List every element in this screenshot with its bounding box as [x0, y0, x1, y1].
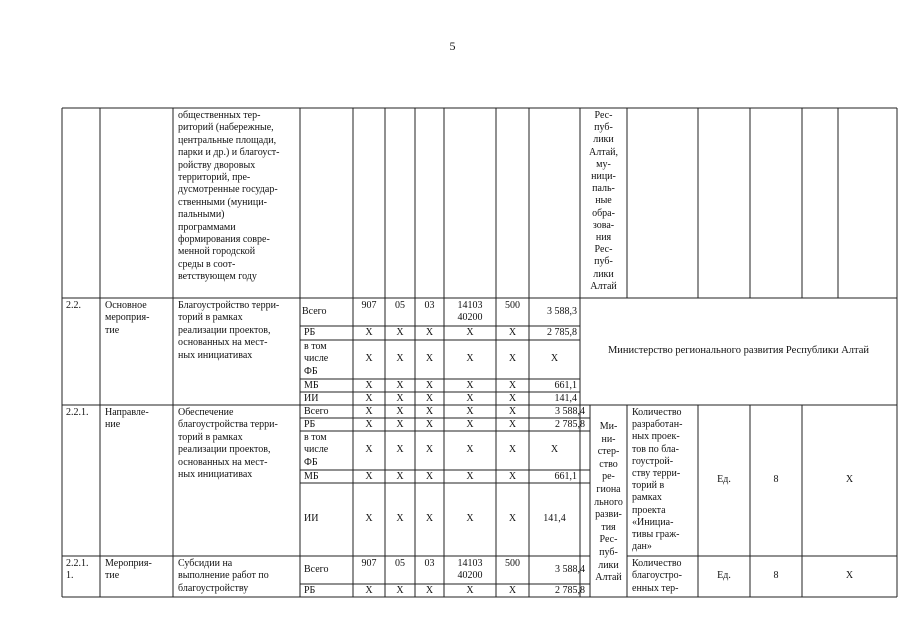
page-number: 5 — [449, 39, 456, 53]
source-c5: Х — [508, 585, 517, 596]
row-2-2-code: 2.2. — [66, 300, 81, 311]
row-2-2-1-description: Обеспечение благоустройства терри- торий в рамках реализации проектов, основанных на мест- ных инициативах — [178, 407, 278, 481]
source-c3: Х — [425, 513, 434, 525]
source-amount: 3 588,4 — [555, 406, 585, 417]
source-c1: Х — [365, 585, 373, 596]
source-c4: Х — [466, 353, 474, 365]
source-c4: Х — [466, 393, 474, 404]
source-c1: Х — [365, 471, 373, 482]
source-c3: Х — [425, 444, 434, 456]
source-amount: 141,4 — [554, 393, 577, 404]
source-c5: Х — [508, 353, 517, 365]
source-c1: 907 — [361, 300, 377, 311]
source-label: в том числе ФБ — [304, 341, 329, 377]
source-c1: Х — [365, 380, 373, 391]
source-c5: Х — [508, 513, 517, 525]
row-2-2-1-indicator: Количество разработан- ных проек- тов по бла- гоустрой- ству терри- торий в рамках проекта «Инициа- тивы граж- дан» — [632, 407, 683, 553]
source-label: МБ — [304, 380, 319, 391]
source-amount: 661,1 — [554, 380, 577, 391]
source-label: Всего — [304, 406, 329, 417]
top-description: общественных тер- риторий (набережные, центральные площади, парки и др.) и благоуст- ройству дворовых территорий, пре- дусмотренные государ- ственными (муници- пальными) программами формирования совре- менной городской среды в соот- ветствующем году — [178, 110, 280, 283]
source-c3: Х — [425, 406, 434, 417]
source-c1: Х — [365, 327, 373, 338]
row-2-2-1-code: 2.2.1. — [66, 407, 89, 418]
row-2-2-1-1-description: Субсидии на выполнение работ по благоустройству — [178, 558, 269, 594]
source-c3: Х — [425, 471, 434, 482]
source-amount: 3 588,3 — [547, 305, 577, 317]
row-2-2-1-1-type: Мероприя- тие — [105, 558, 152, 582]
source-c3: Х — [425, 327, 434, 338]
row-2-2-1-1-value: 8 — [773, 570, 779, 582]
source-c2: Х — [396, 419, 404, 430]
source-c3: Х — [425, 419, 434, 430]
source-amount: 2 785,8 — [555, 419, 585, 430]
row-2-2-1-type: Направле- ние — [105, 407, 149, 431]
source-amount: Х — [550, 444, 559, 456]
source-c5: Х — [508, 380, 517, 391]
source-label: ИИ — [304, 393, 319, 404]
source-label: РБ — [304, 419, 316, 430]
row-2-2-type: Основное мероприя- тие — [105, 300, 150, 336]
source-c5: Х — [508, 444, 517, 456]
source-c5: 500 — [505, 558, 520, 569]
source-c2: Х — [396, 513, 404, 525]
source-c4: 14103 40200 — [457, 300, 483, 324]
source-c1: 907 — [361, 558, 377, 569]
source-c3: Х — [425, 353, 434, 365]
source-label: РБ — [304, 585, 316, 596]
source-c1: Х — [365, 406, 373, 417]
source-label: Всего — [302, 305, 327, 317]
source-c4: Х — [466, 380, 474, 391]
source-c2: Х — [396, 353, 404, 365]
source-c3: 03 — [424, 300, 435, 311]
source-c4: Х — [466, 513, 474, 525]
source-c2: Х — [396, 585, 404, 596]
source-amount: 2 785,8 — [555, 585, 585, 596]
row-2-2-1-unit: Ед. — [717, 474, 731, 486]
top-executor: Рес- пуб- лики Алтай, му- ници- паль- ные обра- зова- ния Рес- пуб- лики Алтай — [589, 110, 618, 292]
source-c5: Х — [508, 406, 517, 417]
source-label: РБ — [304, 327, 316, 338]
source-c5: Х — [508, 327, 517, 338]
source-amount: Х — [550, 353, 559, 365]
source-c5: 500 — [505, 300, 520, 311]
source-label: ИИ — [304, 513, 319, 525]
row-2-2-1-1-unit: Ед. — [717, 570, 731, 582]
source-c1: Х — [365, 393, 373, 404]
source-c3: Х — [425, 380, 434, 391]
source-c5: Х — [508, 393, 517, 404]
source-c2: 05 — [395, 558, 405, 569]
source-c1: Х — [365, 353, 373, 365]
source-amount: 661,1 — [554, 471, 577, 482]
row-2-2-1-executor: Ми- ни- стер- ство ре- гиона льного разви- тия Рес- пуб- лики Алтай — [594, 421, 623, 584]
source-c2: Х — [396, 406, 404, 417]
source-c3: Х — [425, 585, 434, 596]
source-c1: Х — [365, 513, 373, 525]
row-2-2-1-1-code: 2.2.1. 1. — [66, 558, 89, 582]
source-label: Всего — [304, 563, 329, 575]
source-c4: Х — [466, 406, 474, 417]
source-c3: Х — [425, 393, 434, 404]
source-c4: 14103 40200 — [457, 558, 483, 582]
source-label: в том числе ФБ — [304, 432, 329, 468]
source-c5: Х — [508, 419, 517, 430]
row-2-2-ministry: Министерство регионального развития Республики Алтай — [607, 345, 870, 357]
source-c4: Х — [466, 444, 474, 456]
source-amount: 3 588,4 — [555, 563, 585, 575]
source-c4: Х — [466, 327, 474, 338]
source-c2: Х — [396, 327, 404, 338]
source-c2: Х — [396, 393, 404, 404]
row-2-2-1-extra: Х — [845, 474, 854, 486]
source-c4: Х — [466, 585, 474, 596]
source-c4: Х — [466, 471, 474, 482]
source-c3: 03 — [424, 558, 435, 569]
row-2-2-1-1-indicator: Количество благоустро- енных тер- — [632, 558, 682, 594]
source-amount: 2 785,8 — [547, 327, 577, 338]
source-c5: Х — [508, 471, 517, 482]
source-c2: Х — [396, 380, 404, 391]
row-2-2-1-value: 8 — [773, 474, 779, 486]
source-c1: Х — [365, 419, 373, 430]
source-label: МБ — [304, 471, 319, 482]
row-2-2-description: Благоустройство терри- торий в рамках реализации проектов, основанных на мест- ных инициативах — [178, 300, 280, 361]
source-c2: Х — [396, 444, 404, 456]
source-c2: 05 — [395, 300, 405, 311]
row-2-2-1-1-extra: Х — [845, 570, 854, 582]
source-c1: Х — [365, 444, 373, 456]
source-c2: Х — [396, 471, 404, 482]
source-c4: Х — [466, 419, 474, 430]
source-amount: 141,4 — [543, 513, 566, 525]
